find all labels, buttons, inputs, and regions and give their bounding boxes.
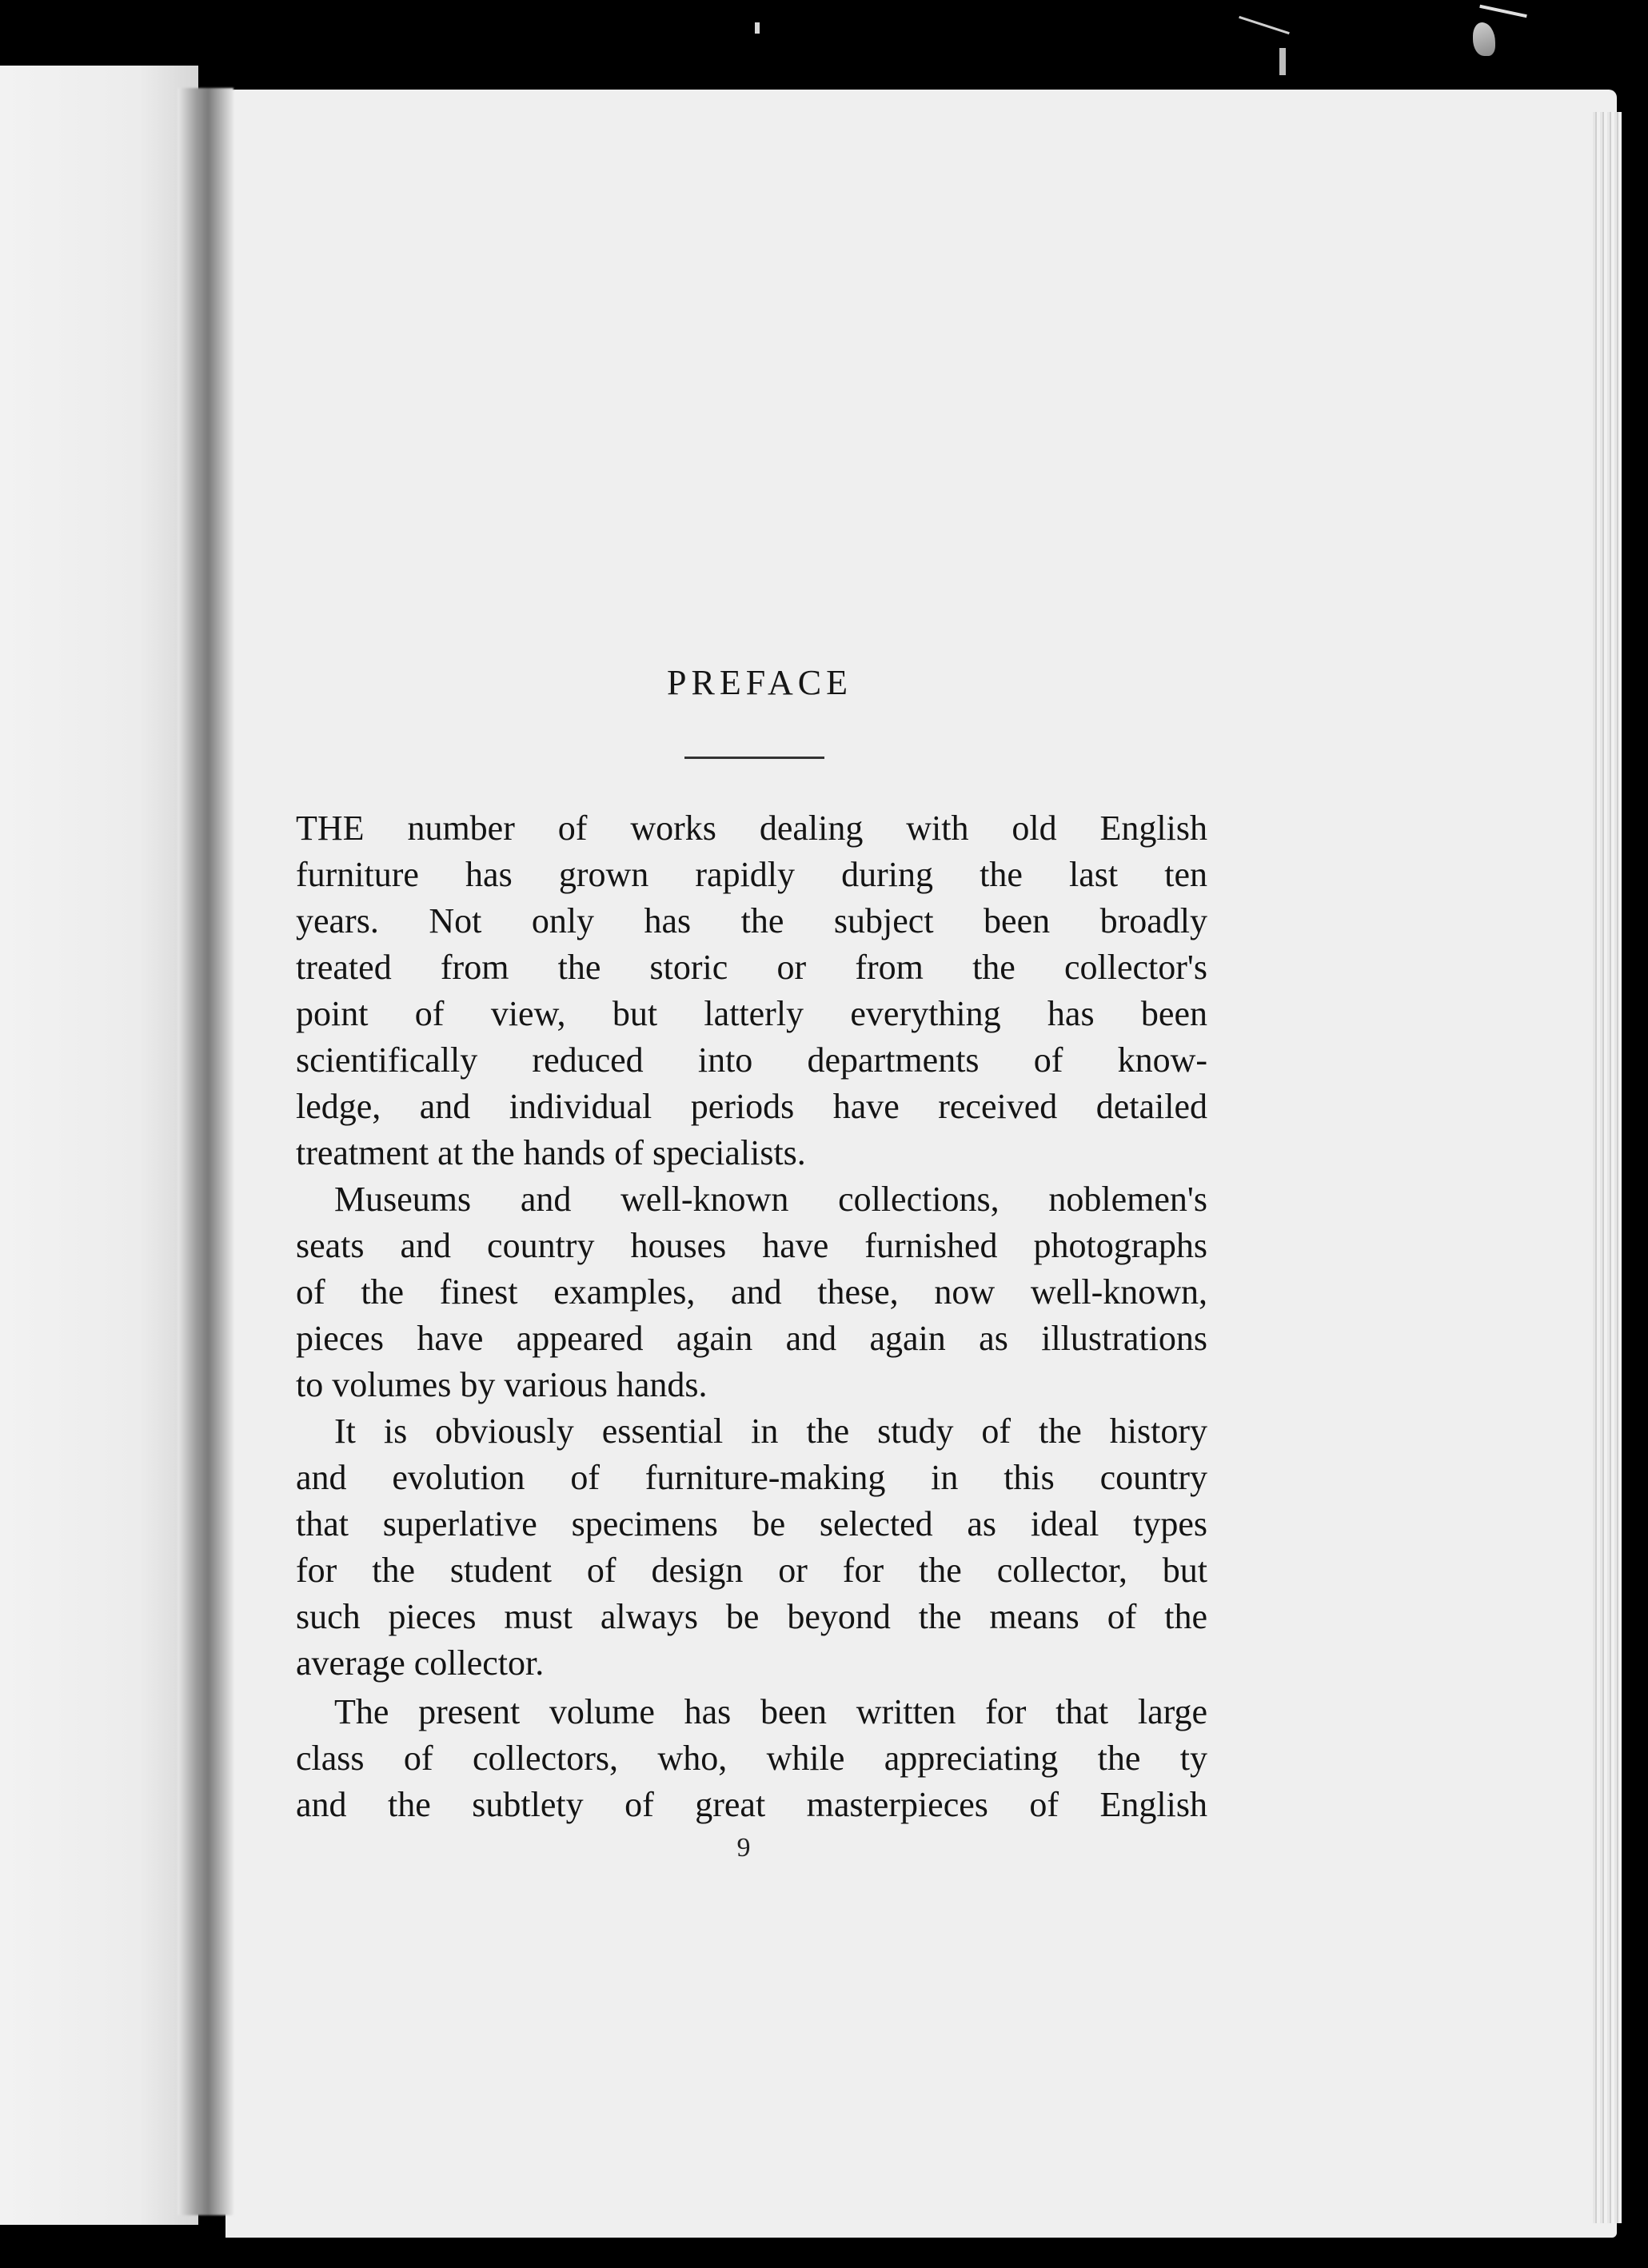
book-gutter [178, 88, 233, 2215]
body-line: treatment at the hands of specialists. [296, 1133, 806, 1172]
scan-artifact [1239, 16, 1290, 34]
body-line: average collector. [296, 1643, 545, 1683]
body-line: THE number of works dealing with old English [296, 809, 1207, 848]
body-line: scientifically reduced into departments of know- [296, 1040, 1207, 1080]
scan-artifact [755, 22, 760, 34]
body-line: for the student of design or for the collector, but [296, 1551, 1207, 1590]
body-line: and evolution of furniture-making in this country [296, 1458, 1207, 1497]
body-line: point of view, but latterly everything has been [296, 994, 1207, 1033]
scan-artifact [1479, 5, 1527, 18]
body-line: years. Not only has the subject been broadly [296, 901, 1207, 940]
left-page-margin [0, 66, 198, 2225]
body-line: class of collectors, who, while appreciating the ty [296, 1739, 1207, 1778]
page-number: 9 [736, 1833, 751, 1863]
body-line: furniture has grown rapidly during the last ten [296, 855, 1207, 894]
body-line: seats and country houses have furnished photographs [296, 1226, 1207, 1265]
scan-artifact [1279, 48, 1286, 75]
body-line: Museums and well-known collections, noblemen's [334, 1180, 1207, 1219]
page-edge [1593, 112, 1622, 2223]
body-line: treated from the storic or from the collector's [296, 948, 1207, 987]
body-line: The present volume has been written for that large [334, 1692, 1207, 1731]
body-line: It is obviously essential in the study of the history [334, 1412, 1207, 1451]
body-line: of the finest examples, and these, now well-known, [296, 1272, 1207, 1312]
page-title: PREFACE [667, 663, 852, 702]
title-rule [684, 757, 824, 759]
body-line: that superlative specimens be selected as ideal types [296, 1504, 1207, 1543]
body-line: such pieces must always be beyond the means of the [296, 1597, 1207, 1636]
body-line: to volumes by various hands. [296, 1365, 708, 1404]
body-line: pieces have appeared again and again as illustrations [296, 1319, 1207, 1358]
body-line: and the subtlety of great masterpieces of English [296, 1785, 1207, 1824]
scan-artifact [1473, 22, 1495, 56]
body-line: ledge, and individual periods have received detailed [296, 1087, 1207, 1126]
